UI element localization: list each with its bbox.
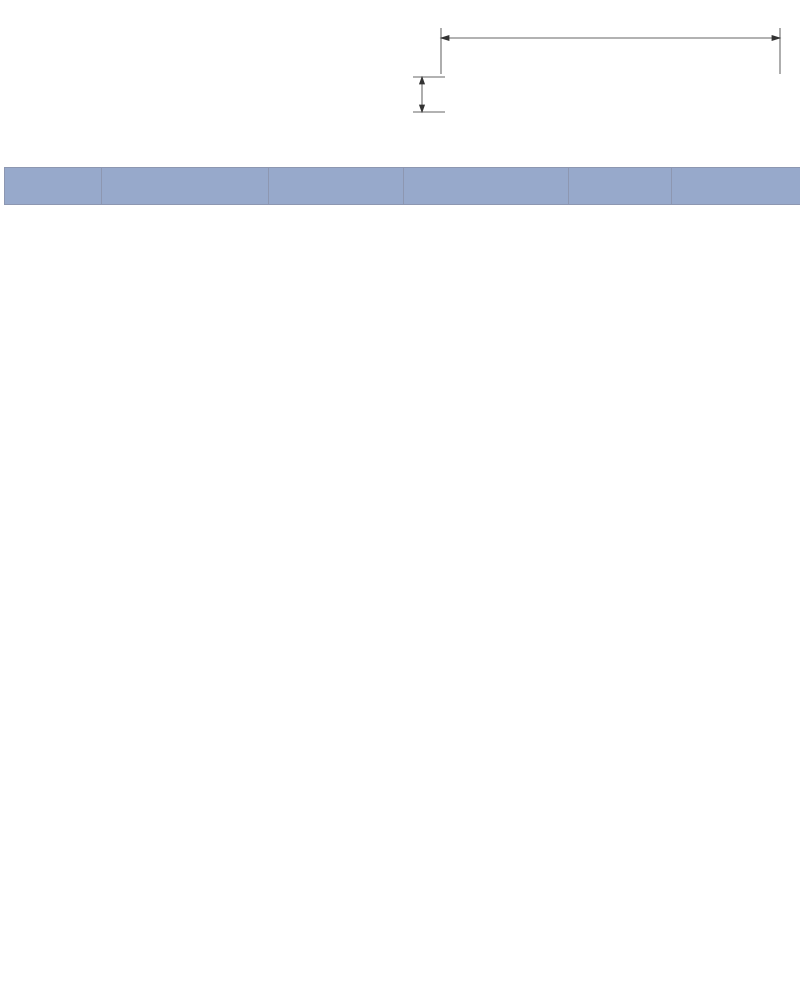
table-header-row [5, 168, 800, 205]
header-size-series [5, 168, 102, 205]
header-broken-load [672, 168, 800, 205]
specification-table [4, 167, 800, 205]
header-specification [102, 168, 269, 205]
header-load-capacity [269, 168, 404, 205]
header-embed-depth [569, 168, 672, 205]
header-dimensions [404, 168, 569, 205]
grating-cross-section-diagram [405, 22, 800, 130]
specification-table-wrap [4, 167, 800, 205]
